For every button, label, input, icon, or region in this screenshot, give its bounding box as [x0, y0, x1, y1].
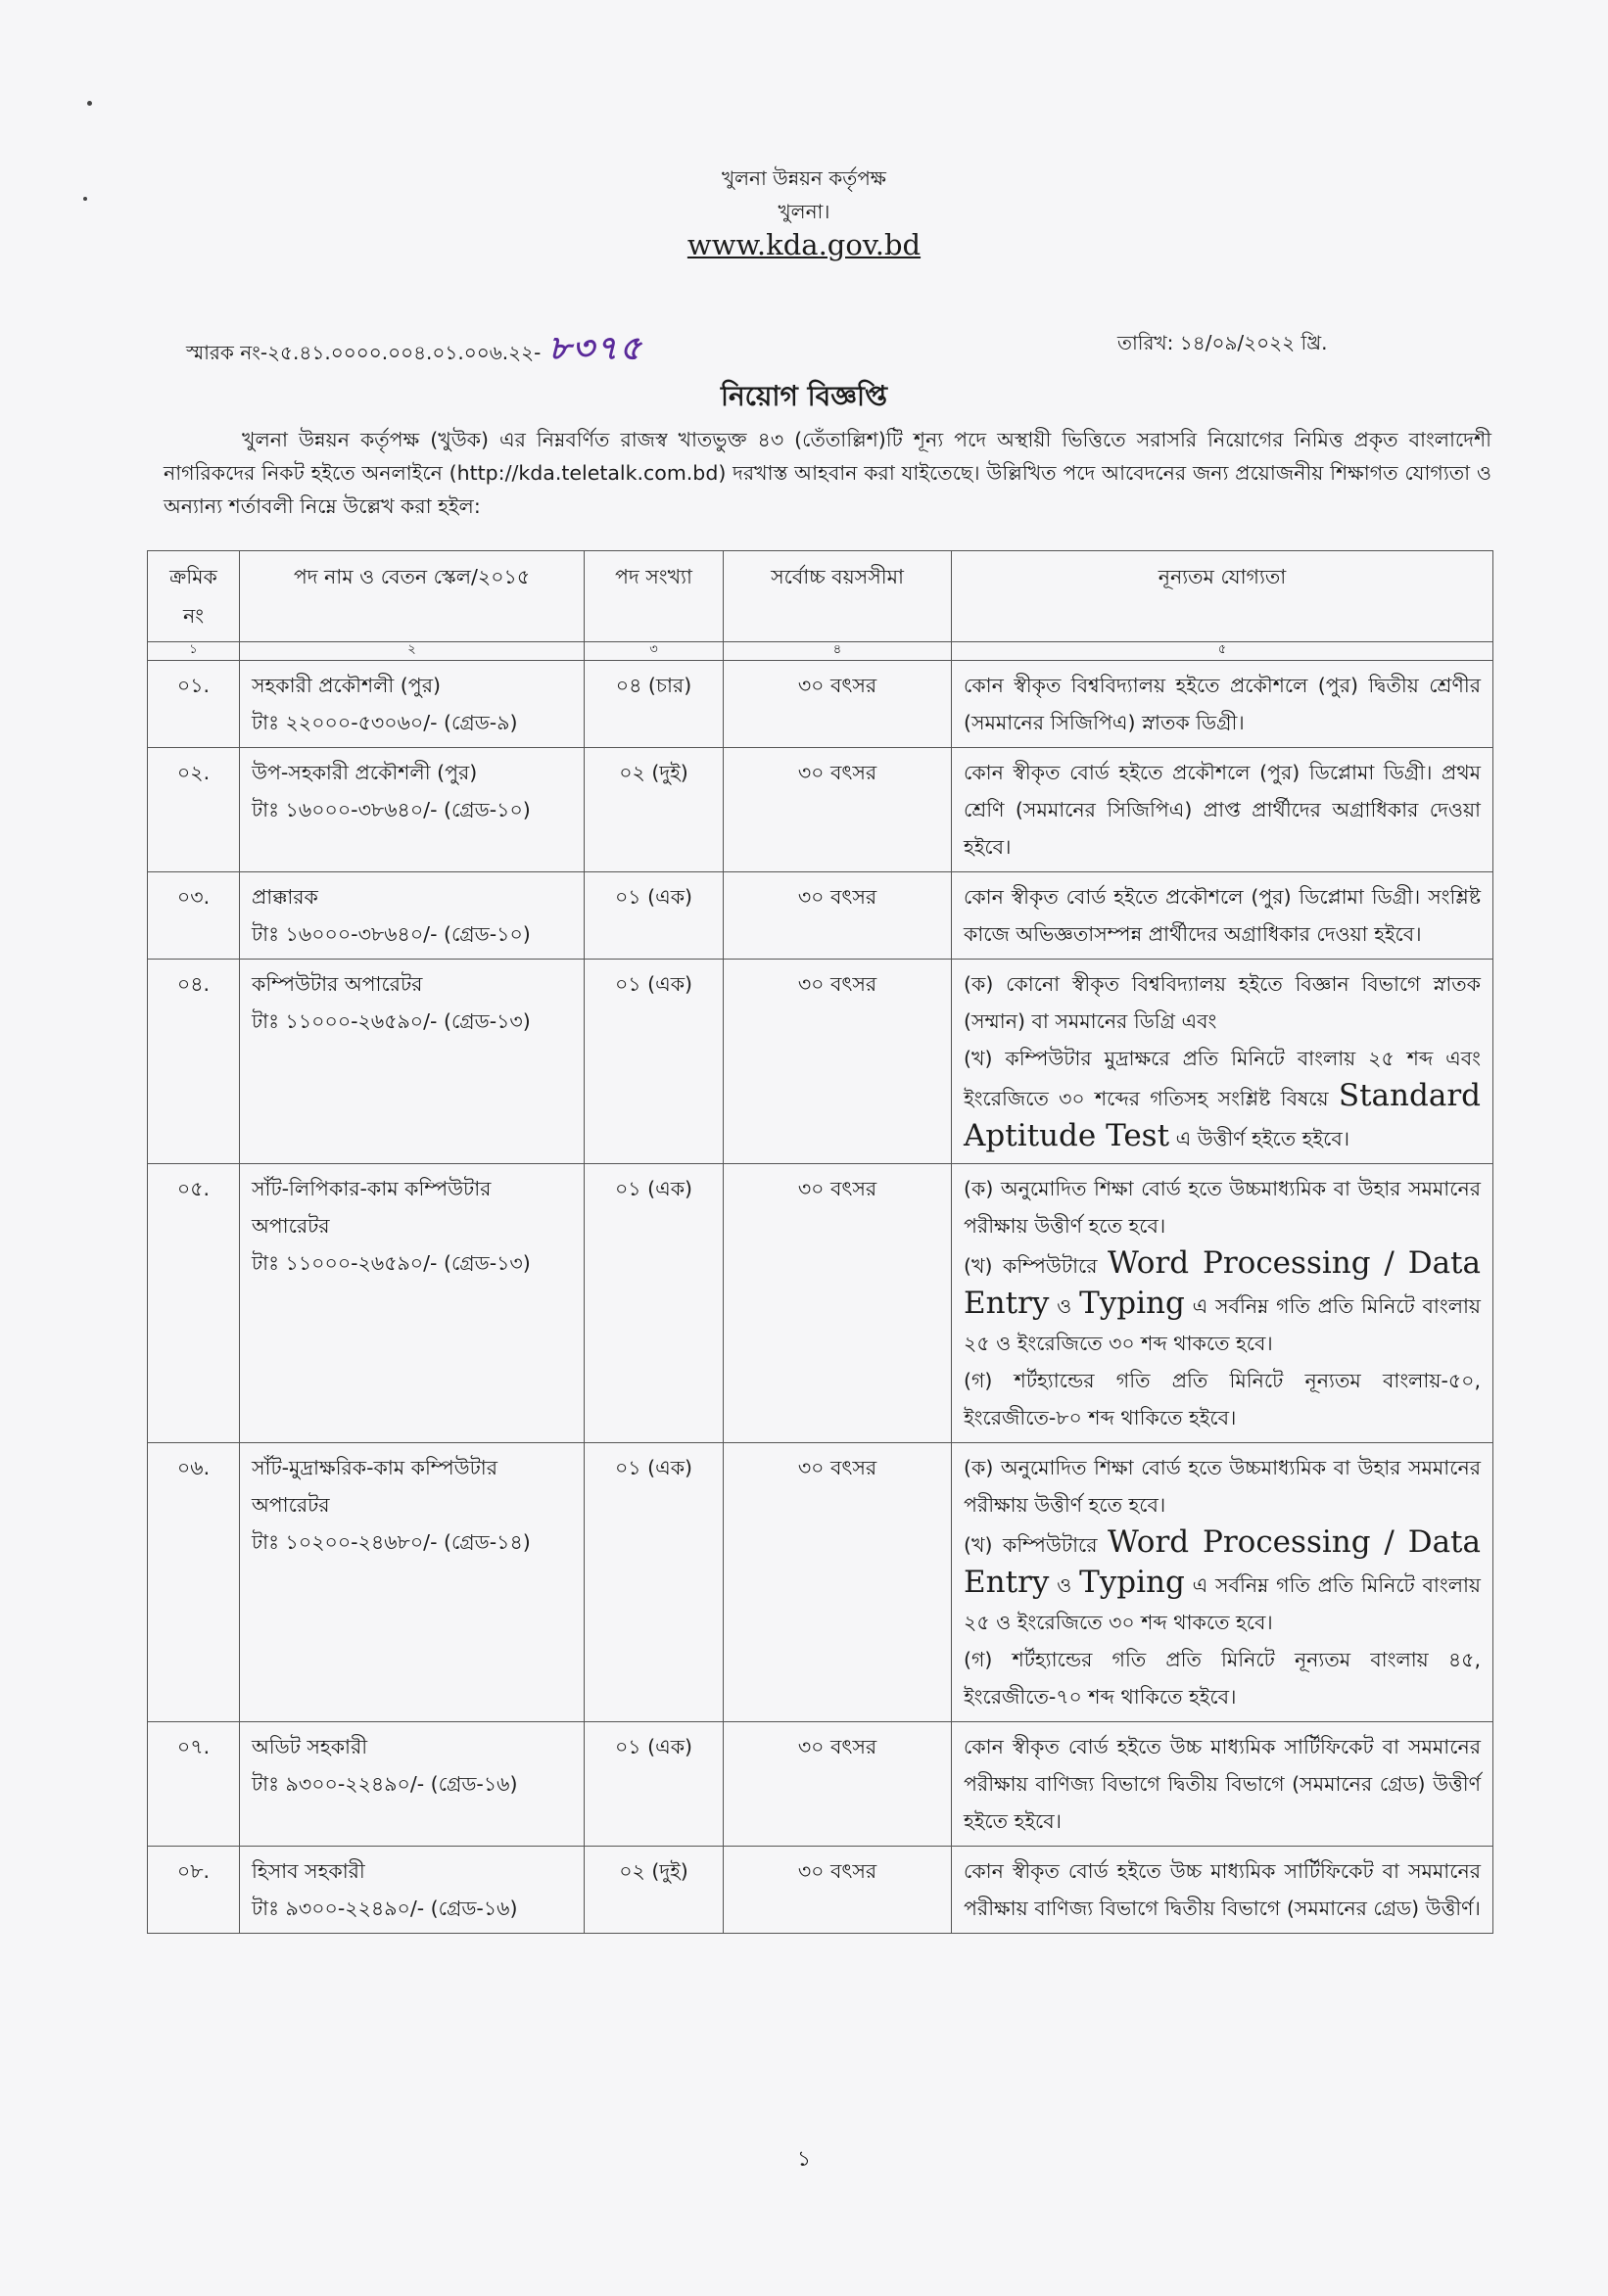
row-serial: ০৩. — [148, 872, 240, 960]
requirement-line: কোন স্বীকৃত বোর্ড হইতে উচ্চ মাধ্যমিক সার্টিফিকেট বা সমমানের পরীক্ষায় বাণিজ্য বিভাগে দ্বিতীয় বিভাগে (সমমানের গ্রেড) উত্তীর্ণ। — [964, 1859, 1481, 1920]
scan-speck — [87, 101, 92, 106]
vacancy-table — [147, 550, 1493, 1934]
requirement-line: কোন স্বীকৃত বোর্ড হইতে প্রকৌশলে (পুর) ডিপ্লোমা ডিগ্রী। সংশ্লিষ্ট কাজে অভিজ্ঞতাসম্পন্ন প্রার্থীদের অগ্রাধিকার দেওয়া হইবে। — [964, 885, 1481, 946]
table-row — [148, 1164, 1493, 1443]
column-number: ১ — [148, 642, 240, 661]
table-row — [148, 1443, 1493, 1722]
row-max-age: ৩০ বৎসর — [724, 1722, 952, 1847]
requirement-line: (খ) কম্পিউটার মুদ্রাক্ষরে প্রতি মিনিটে বাংলায় ২৫ শব্দ এবং ইংরেজিতে ৩০ শব্দের গতিসহ সংশ্লিষ্ট বিষয়ে Standard Aptitude Test এ উত্তীর্ণ হইতে হইবে। — [964, 1047, 1481, 1153]
table-row — [148, 960, 1493, 1164]
row-serial: ০৭. — [148, 1722, 240, 1847]
row-post-count: ০১ (এক) — [585, 1443, 724, 1722]
post-name: সাঁট-মুদ্রাক্ষরিক-কাম কম্পিউটার অপারেটর — [252, 1456, 497, 1517]
row-post — [240, 1164, 585, 1443]
requirement-line: (ক) অনুমোদিত শিক্ষা বোর্ড হতে উচ্চমাধ্যমিক বা উহার সমমানের পরীক্ষায় উত্তীর্ণ হতে হবে। — [964, 1177, 1481, 1238]
column-number: ৪ — [724, 642, 952, 661]
row-post-count: ০৪ (চার) — [585, 661, 724, 748]
table-row — [148, 748, 1493, 872]
row-max-age: ৩০ বৎসর — [724, 1443, 952, 1722]
column-number: ৩ — [585, 642, 724, 661]
row-serial: ০৪. — [148, 960, 240, 1164]
row-post-count: ০২ (দুই) — [585, 748, 724, 872]
header-requirement: নূন্যতম যোগ্যতা — [952, 551, 1493, 642]
requirement-line: কোন স্বীকৃত বোর্ড হইতে উচ্চ মাধ্যমিক সার্টিফিকেট বা সমমানের পরীক্ষায় বাণিজ্য বিভাগে দ্বিতীয় বিভাগে (সমমানের গ্রেড) উত্তীর্ণ হইতে হইবে। — [964, 1735, 1481, 1833]
pay-scale: টাঃ ১০২০০-২৪৬৮০/- (গ্রেড-১৪) — [252, 1530, 531, 1554]
column-number: ৫ — [952, 642, 1493, 661]
org-header — [0, 162, 1608, 261]
requirement-line: (খ) কম্পিউটারে Word Processing / Data Entry ও Typing এ সর্বনিম্ন গতি প্রতি মিনিটে বাংলায় ২৫ ও ইংরেজিতে ৩০ শব্দ থাকতে হবে। — [964, 1524, 1481, 1634]
pay-scale: টাঃ ১১০০০-২৬৫৯০/- (গ্রেড-১৩) — [252, 1251, 531, 1275]
row-requirement — [952, 661, 1493, 748]
post-name: কম্পিউটার অপারেটর — [252, 972, 423, 996]
row-post — [240, 1847, 585, 1934]
header-serial: ক্রমিক নং — [148, 551, 240, 642]
memo-date: তারিখ: ১৪/০৯/২০২২ খ্রি. — [1117, 331, 1328, 354]
row-post — [240, 661, 585, 748]
row-post — [240, 960, 585, 1164]
row-requirement — [952, 1443, 1493, 1722]
row-post-count: ০১ (এক) — [585, 960, 724, 1164]
row-serial: ০১. — [148, 661, 240, 748]
org-name: খুলনা উন্নয়ন কর্তৃপক্ষ — [722, 166, 886, 190]
pay-scale: টাঃ ৯৩০০-২২৪৯০/- (গ্রেড-১৬) — [252, 1897, 518, 1920]
row-max-age: ৩০ বৎসর — [724, 872, 952, 960]
row-post — [240, 872, 585, 960]
pay-scale: টাঃ ২২০০০-৫৩০৬০/- (গ্রেড-৯) — [252, 711, 518, 734]
row-post-count: ০১ (এক) — [585, 1164, 724, 1443]
row-post-count: ০২ (দুই) — [585, 1847, 724, 1934]
post-name: উপ-সহকারী প্রকৌশলী (পুর) — [252, 761, 478, 784]
pay-scale: টাঃ ৯৩০০-২২৪৯০/- (গ্রেড-১৬) — [252, 1772, 518, 1796]
row-requirement — [952, 1164, 1493, 1443]
row-post-count: ০১ (এক) — [585, 1722, 724, 1847]
post-name: সহকারী প্রকৌশলী (পুর) — [252, 674, 441, 697]
intro-paragraph — [164, 423, 1491, 523]
post-name: হিসাব সহকারী — [252, 1859, 365, 1883]
requirement-line: (ক) অনুমোদিত শিক্ষা বোর্ড হতে উচ্চমাধ্যমিক বা উহার সমমানের পরীক্ষায় উত্তীর্ণ হতে হবে। — [964, 1456, 1481, 1517]
header-age: সর্বোচ্চ বয়সসীমা — [724, 551, 952, 642]
row-requirement — [952, 748, 1493, 872]
post-name: অডিট সহকারী — [252, 1735, 368, 1758]
row-max-age: ৩০ বৎসর — [724, 748, 952, 872]
row-serial: ০৬. — [148, 1443, 240, 1722]
row-requirement — [952, 872, 1493, 960]
requirement-line: কোন স্বীকৃত বিশ্ববিদ্যালয় হইতে প্রকৌশলে (পুর) দ্বিতীয় শ্রেণীর (সমমানের সিজিপিএ) স্নাতক ডিগ্রী। — [964, 674, 1481, 734]
header-count: পদ সংখ্যা — [585, 551, 724, 642]
requirement-line: (খ) কম্পিউটারে Word Processing / Data Entry ও Typing এ সর্বনিম্ন গতি প্রতি মিনিটে বাংলায় ২৫ ও ইংরেজিতে ৩০ শব্দ থাকতে হবে। — [964, 1245, 1481, 1355]
post-name: সাঁট-লিপিকার-কাম কম্পিউটার অপারেটর — [252, 1177, 492, 1238]
row-max-age: ৩০ বৎসর — [724, 1164, 952, 1443]
table-row — [148, 1847, 1493, 1934]
page-title: নিয়োগ বিজ্ঞপ্তি — [720, 380, 888, 412]
table-row — [148, 1722, 1493, 1847]
row-post — [240, 1443, 585, 1722]
pay-scale: টাঃ ১৬০০০-৩৮৬৪০/- (গ্রেড-১০) — [252, 798, 531, 821]
row-max-age: ৩০ বৎসর — [724, 661, 952, 748]
column-number-row — [148, 642, 1493, 661]
org-website-link[interactable]: www.kda.gov.bd — [686, 228, 922, 261]
row-post — [240, 1722, 585, 1847]
memo-number-handwritten: ৮৩৭৫ — [548, 329, 643, 368]
row-requirement — [952, 1722, 1493, 1847]
memo-number-label: স্মারক নং-২৫.৪১.০০০০.০০৪.০১.০০৬.২২- — [186, 341, 542, 364]
row-requirement — [952, 960, 1493, 1164]
requirement-line: কোন স্বীকৃত বোর্ড হইতে প্রকৌশলে (পুর) ডিপ্লোমা ডিগ্রী। প্রথম শ্রেণি (সমমানের সিজিপিএ) প্রাপ্ত প্রার্থীদের অগ্রাধিকার দেওয়া হইবে। — [964, 761, 1481, 859]
requirement-line: (গ) শর্টহ্যান্ডের গতি প্রতি মিনিটে নূন্যতম বাংলায় ৪৫, ইংরেজীতে-৭০ শব্দ থাকিতে হইবে। — [964, 1648, 1481, 1709]
row-serial: ০২. — [148, 748, 240, 872]
header-post: পদ নাম ও বেতন স্কেল/২০১৫ — [240, 551, 585, 642]
intro-text: খুলনা উন্নয়ন কর্তৃপক্ষ (খুউক) এর নিম্নবর্ণিত রাজস্ব খাতভুক্ত ৪৩ (তেঁতাল্লিশ)টি শূন্য পদে অস্থায়ী ভিত্তিতে সরাসরি নিয়োগের নিমিত্ত প্রকৃত বাংলাদেশী নাগরিকদের নিকট হইতে অনলাইনে (http://kda.teletalk.com.bd) দরখাস্ত আহবান করা যাইতেছে। উল্লিখিত পদে আবেদনের জন্য প্রয়োজনীয় শিক্ষাগত যোগ্যতা ও অন্যান্য শর্তাবলী নিম্নে উল্লেখ করা হইল: — [164, 428, 1491, 518]
pay-scale: টাঃ ১১০০০-২৬৫৯০/- (গ্রেড-১৩) — [252, 1009, 531, 1033]
row-max-age: ৩০ বৎসর — [724, 960, 952, 1164]
column-number: ২ — [240, 642, 585, 661]
table-row — [148, 872, 1493, 960]
row-requirement — [952, 1847, 1493, 1934]
page-number: ১ — [796, 2147, 812, 2172]
row-post-count: ০১ (এক) — [585, 872, 724, 960]
table-header-row — [148, 551, 1493, 642]
memo-number — [186, 323, 643, 379]
row-post — [240, 748, 585, 872]
table-row — [148, 661, 1493, 748]
row-max-age: ৩০ বৎসর — [724, 1847, 952, 1934]
org-city: খুলনা। — [778, 200, 830, 223]
row-serial: ০৮. — [148, 1847, 240, 1934]
pay-scale: টাঃ ১৬০০০-৩৮৬৪০/- (গ্রেড-১০) — [252, 922, 531, 946]
requirement-line: (ক) কোনো স্বীকৃত বিশ্ববিদ্যালয় হইতে বিজ্ঞান বিভাগে স্নাতক (সম্মান) বা সমমানের ডিগ্রি এবং — [964, 972, 1481, 1033]
row-serial: ০৫. — [148, 1164, 240, 1443]
post-name: প্রাক্কারক — [252, 885, 318, 909]
requirement-line: (গ) শর্টহ্যান্ডের গতি প্রতি মিনিটে নূন্যতম বাংলায়-৫০, ইংরেজীতে-৮০ শব্দ থাকিতে হইবে। — [964, 1369, 1481, 1429]
